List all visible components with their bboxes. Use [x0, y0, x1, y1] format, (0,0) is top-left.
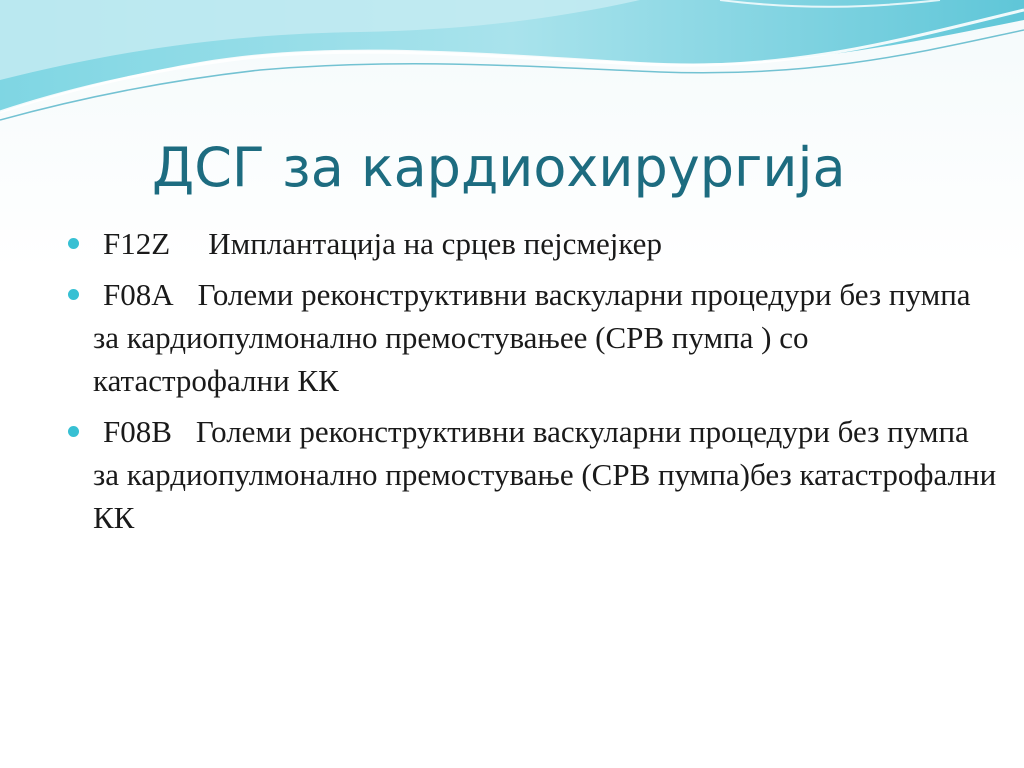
- drg-code: F08B: [103, 414, 172, 449]
- drg-description: Имплантација на срцев пејсмејкер: [208, 226, 662, 261]
- bullet-list: [62, 222, 1002, 547]
- bullet-dot-icon: [68, 238, 79, 249]
- list-item: [62, 222, 1002, 265]
- bullet-dot-icon: [68, 426, 79, 437]
- decorative-wave-header: [0, 0, 1024, 130]
- drg-code: F12Z: [103, 226, 171, 261]
- bullet-dot-icon: [68, 289, 79, 300]
- list-item: [62, 273, 1002, 402]
- list-item: [62, 410, 1002, 539]
- drg-description: Големи реконструктивни васкуларни процедури без пумпа за кардиопулмонално премостувањее (СРВ пумпа ) со катастрофални КК: [93, 277, 971, 398]
- drg-description: Големи реконструктивни васкуларни процедури без пумпа за кардиопулмонално премостување (СРВ пумпа)без катастрофални КК: [93, 414, 997, 535]
- drg-code: F08A: [103, 277, 174, 312]
- slide-title: ДСГ за кардиохирургија: [152, 136, 846, 199]
